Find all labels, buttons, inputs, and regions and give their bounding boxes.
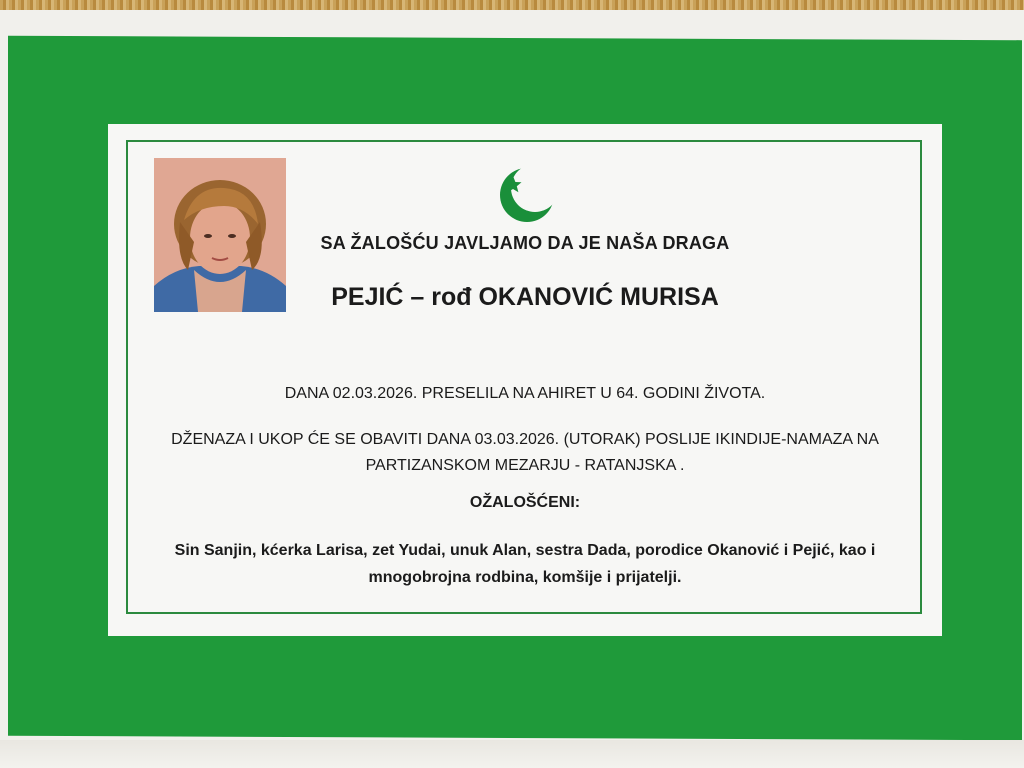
death-date-line: DANA 02.03.2026. PRESELILA NA AHIRET U 64. GODINI ŽIVOTA.	[284, 385, 766, 402]
bottom-surface	[0, 740, 1024, 768]
deceased-name: PEJIĆ – rođ OKANOVIĆ MURISA	[331, 283, 719, 311]
funeral-info	[130, 427, 920, 479]
notice-heading: SA ŽALOŠĆU JAVLJAMO DA JE NAŠA DRAGA	[320, 233, 730, 253]
mourners-line-2: mnogobrojna rodbina, komšije i prijatelji.	[368, 569, 682, 586]
mourners-line-1: Sin Sanjin, kćerka Larisa, zet Yudai, unuk Alan, sestra Dada, porodice Okanović i Pejić, kao i	[174, 542, 876, 559]
mourners-list	[130, 537, 920, 591]
funeral-line-1: DŽENAZA I UKOP ĆE SE OBAVITI DANA 03.03.2026. (UTORAK) POSLIJE IKINDIJE-NAMAZA NA	[171, 431, 879, 448]
funeral-line-2: PARTIZANSKOM MEZARJU - RATANJSKA .	[365, 457, 685, 474]
mourners-title: OŽALOŠĆENI:	[469, 494, 581, 511]
crescent-star-icon	[496, 164, 558, 226]
